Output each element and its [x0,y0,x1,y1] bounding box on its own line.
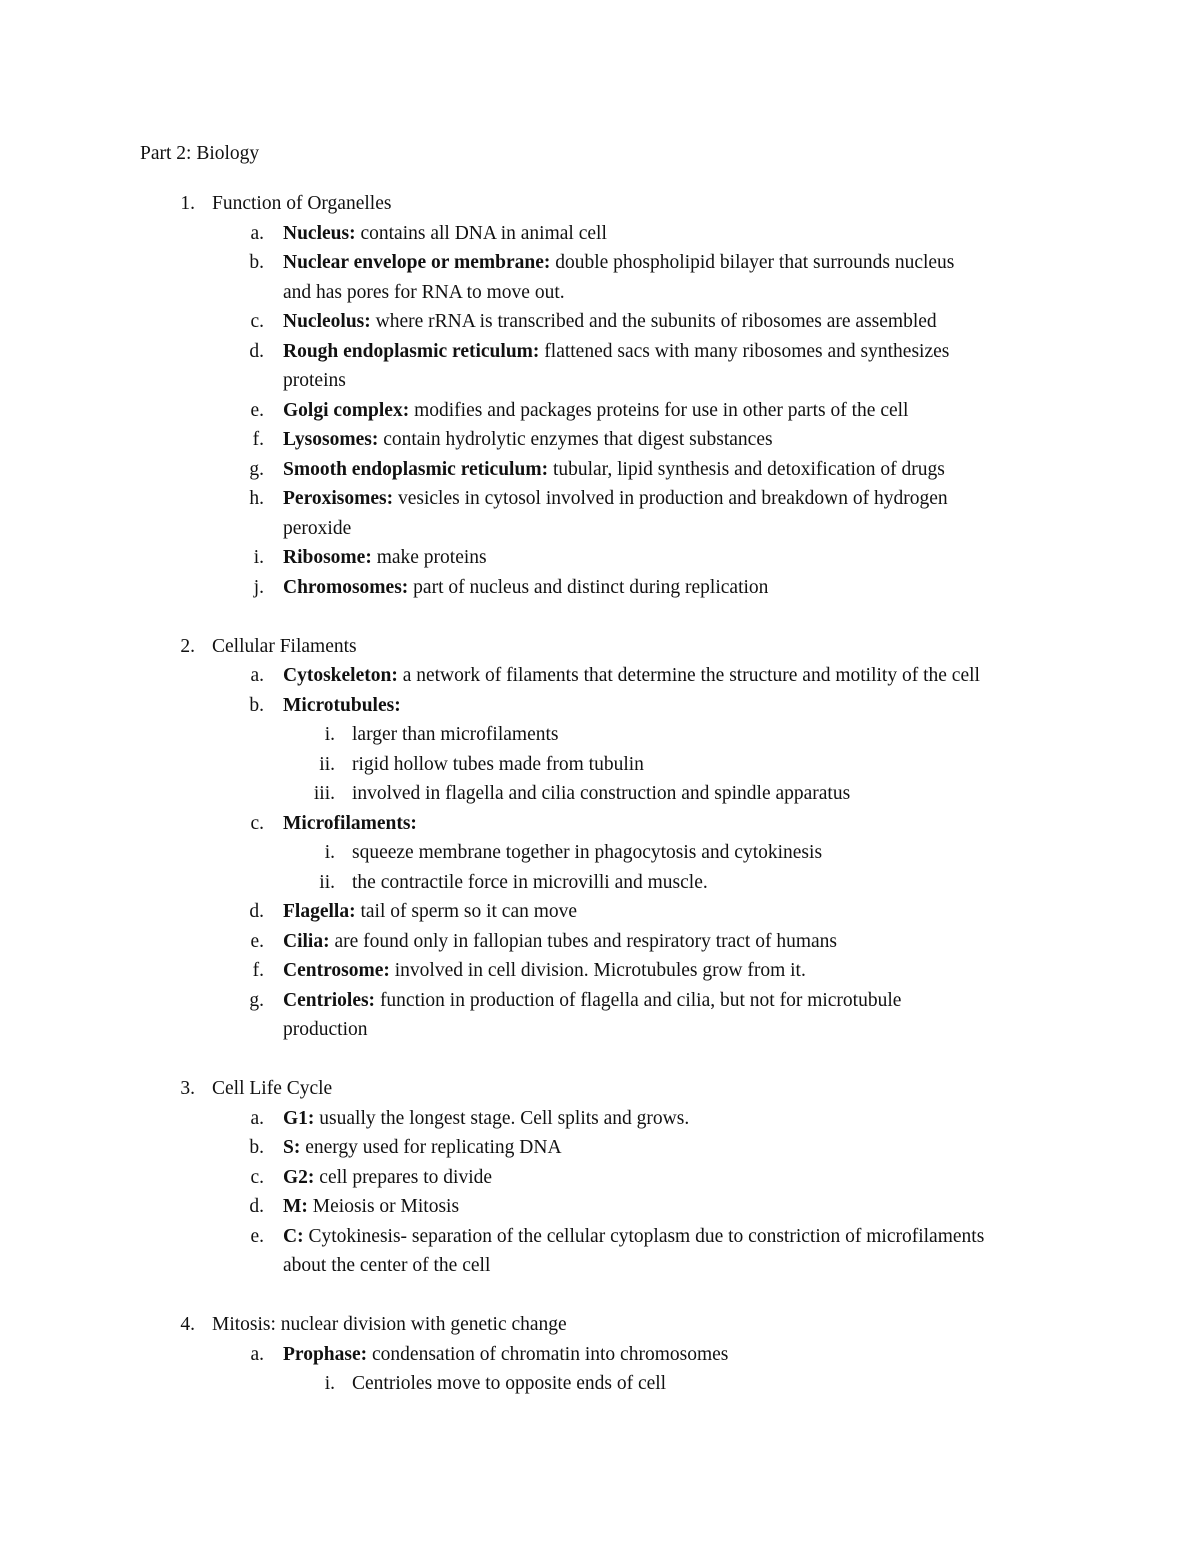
term-label: Nucleus: [283,222,356,244]
list-item [283,900,577,924]
term-definition-continued: production [283,1019,368,1041]
term-label: C: [283,1225,304,1247]
term-label: Rough endoplasmic reticulum: [283,340,540,362]
term-label: Microfilaments: [283,812,417,834]
list-item-label: d. [249,1196,264,1218]
list-item-label: b. [249,1137,264,1159]
term-definition: modifies and packages proteins for use in other parts of the cell [414,399,909,421]
list-item [283,959,806,983]
term-definition: cell prepares to divide [319,1166,493,1188]
term-definition: make proteins [376,547,487,569]
section-title: Mitosis: nuclear division with genetic change [212,1314,567,1336]
list-item [283,576,768,600]
list-item [283,1136,562,1160]
term-definition: usually the longest stage. Cell splits and grows. [319,1107,690,1129]
list-item [283,310,937,334]
term-label: G1: [283,1107,315,1129]
list-item [283,399,908,423]
section-number: 1. [180,193,195,215]
sub-item-label: ii. [319,871,335,893]
sub-item: squeeze membrane together in phagocytosis and cytokinesis [352,842,823,864]
sub-item-label: ii. [319,753,335,775]
list-item-label: g. [249,458,264,480]
term-label: Nuclear envelope or membrane: [283,252,551,274]
section-number: 4. [180,1314,195,1336]
list-item-label: d. [249,340,264,362]
list-item [283,487,948,511]
list-item [283,989,901,1013]
list-item [283,1225,984,1249]
list-item-label: a. [250,665,264,687]
term-definition: are found only in fallopian tubes and respiratory tract of humans [334,930,837,952]
term-label: Nucleolus: [283,311,371,333]
term-definition: double phospholipid bilayer that surrounds nucleus [555,252,955,274]
term-label: Ribosome: [283,547,372,569]
section-title: Function of Organelles [212,193,392,215]
list-item [283,222,607,246]
term-definition: tail of sperm so it can move [360,901,578,923]
term-definition: function in production of flagella and cilia, but not for microtubule [379,989,902,1011]
term-definition: contains all DNA in animal cell [360,222,607,244]
term-definition-continued: and has pores for RNA to move out. [283,281,565,303]
term-label: S: [283,1137,301,1159]
list-item [283,1166,492,1190]
sub-item-label: i. [324,1373,335,1395]
list-item-label: c. [250,812,264,834]
list-item [283,1195,459,1219]
term-definition: a network of filaments that determine the structure and motility of the cell [402,665,980,687]
term-definition: contain hydrolytic enzymes that digest substances [383,429,773,451]
term-label: Flagella: [283,901,356,923]
term-label: Prophase: [283,1343,368,1365]
list-item [283,251,954,275]
term-label: Centrosome: [283,960,390,982]
list-item-label: c. [250,1166,264,1188]
list-item [283,458,945,482]
list-item-label: e. [250,1225,264,1247]
term-definition: part of nucleus and distinct during replication [413,576,769,598]
term-definition: where rRNA is transcribed and the subunits of ribosomes are assembled [375,311,937,333]
term-definition: Meiosis or Mitosis [312,1196,460,1218]
list-item-label: g. [249,989,264,1011]
section-title: Cellular Filaments [212,635,357,657]
list-item [283,664,980,688]
term-label: Golgi complex: [283,399,410,421]
list-item [283,340,949,364]
list-item [283,546,487,570]
list-item-label: a. [250,1343,264,1365]
list-item-label: e. [250,399,264,421]
term-label: G2: [283,1166,315,1188]
list-item-label: d. [249,901,264,923]
list-item [283,428,773,452]
page-title: Part 2: Biology [140,143,260,164]
list-item-label: b. [249,694,264,716]
term-definition: involved in cell division. Microtubules grow from it. [394,960,806,982]
list-item-label: f. [252,429,264,451]
list-item-label: e. [250,930,264,952]
term-definition: flattened sacs with many ribosomes and synthesizes [544,340,950,362]
sub-item-label: i. [324,724,335,746]
term-label: M: [283,1196,308,1218]
term-label: Peroxisomes: [283,488,394,510]
term-label: Centrioles: [283,989,376,1011]
sub-item-label: i. [324,842,335,864]
list-item-label: h. [249,488,264,510]
term-label: Chromosomes: [283,576,409,598]
term-definition: energy used for replicating DNA [305,1137,562,1159]
list-item-label: i. [253,547,264,569]
sub-item: rigid hollow tubes made from tubulin [352,753,644,775]
list-item [283,930,837,954]
sub-item: Centrioles move to opposite ends of cell [352,1373,667,1395]
term-definition: Cytokinesis- separation of the cellular cytoplasm due to constriction of microfilaments [308,1225,985,1247]
term-definition-continued: about the center of the cell [283,1255,491,1277]
term-definition-continued: peroxide [283,517,352,539]
list-item-label: a. [250,1107,264,1129]
term-label: Lysosomes: [283,429,379,451]
term-label: Smooth endoplasmic reticulum: [283,458,549,480]
sub-item-label: iii. [313,783,335,805]
term-definition: vesicles in cytosol involved in production and breakdown of hydrogen [397,488,948,510]
section-number: 3. [180,1078,195,1100]
list-item-label: c. [250,311,264,333]
term-label: Cytoskeleton: [283,665,398,687]
term-definition: tubular, lipid synthesis and detoxification of drugs [552,458,945,480]
section-title: Cell Life Cycle [212,1078,333,1100]
list-item [283,812,417,836]
sub-item: larger than microfilaments [352,724,559,746]
list-item-label: j. [253,576,264,598]
term-label: Microtubules: [283,694,401,716]
sub-item: involved in flagella and cilia construction and spindle apparatus [352,783,851,805]
list-item [283,1107,689,1131]
list-item-label: b. [249,252,264,274]
term-definition: condensation of chromatin into chromosomes [372,1343,729,1365]
term-label: Cilia: [283,930,330,952]
list-item-label: f. [252,960,264,982]
list-item [283,1343,728,1367]
sub-item: the contractile force in microvilli and muscle. [352,871,708,893]
term-definition-continued: proteins [283,370,346,392]
list-item-label: a. [250,222,264,244]
list-item [283,694,401,718]
section-number: 2. [180,635,195,657]
